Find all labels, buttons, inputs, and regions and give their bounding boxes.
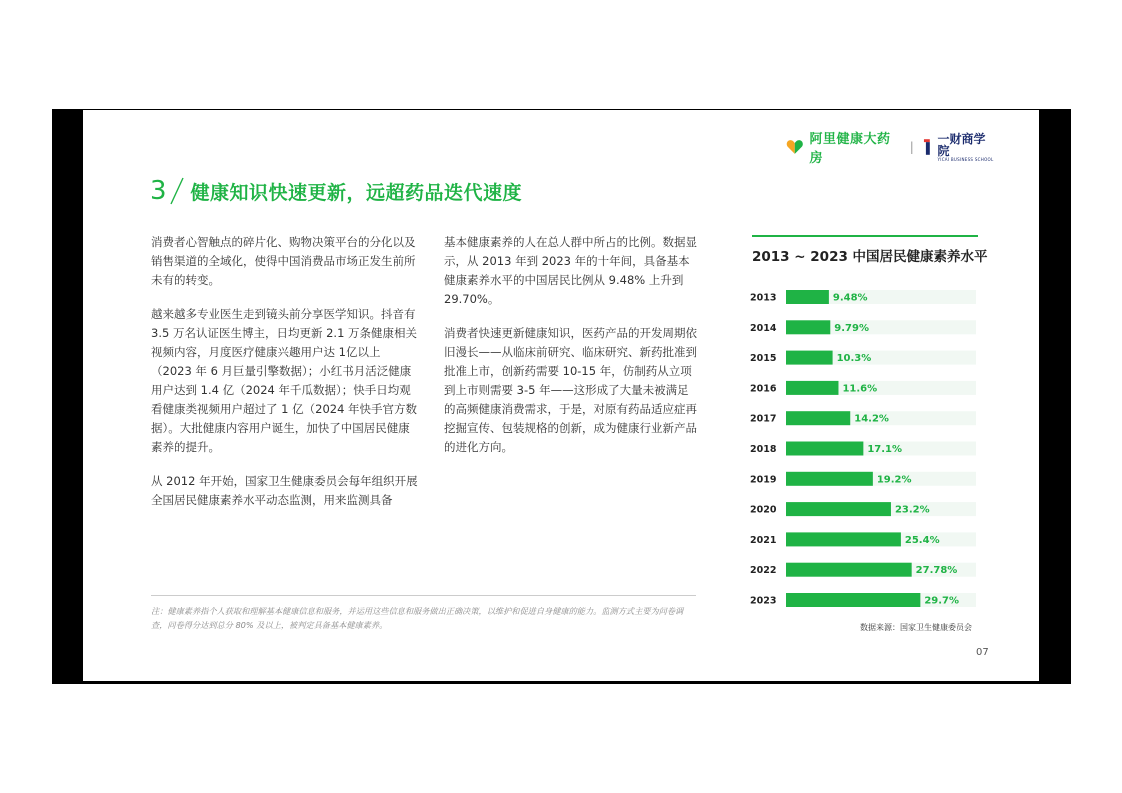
footnote: 注：健康素养指个人获取和理解基本健康信息和服务，并运用这些信息和服务做出正确决策，以维护和促进自身健康的能力。监测方式主要为问卷调查，问卷得分达到总分 80% 及以上，被判定具备基本健康素养。	[151, 606, 684, 630]
value-label: 23.2%	[894, 504, 930, 516]
body-column-2	[444, 233, 700, 472]
category-label: 2018	[750, 444, 777, 455]
section-heading	[150, 176, 522, 206]
logo-separator: |	[909, 140, 914, 154]
section-title: 健康知识快速更新，远超药品迭代速度	[190, 181, 523, 204]
paragraph: 越来越多专业医生走到镜头前分享医学知识。抖音有 3.5 万名认证医生博主，日均更新 2.1 万条健康相关视频内容，月度医疗健康兴趣用户达 1亿以上（2023 年 6 月巨量引擎数据）；小红书月活泛健康用户达到 1.4 亿（2024 年千瓜数据）；快手日均观看健康类视频用户超过了 1 亿（2024 年快手官方数据）。大批健康内容用户诞生，加快了中国居民健康素养的提升。	[151, 307, 418, 454]
value-label: 29.7%	[924, 595, 960, 607]
bar-2017	[786, 411, 850, 425]
bar-2014	[786, 320, 830, 334]
paragraph: 从 2012 年开始，国家卫生健康委员会每年组织开展全国居民健康素养水平动态监测，用来监测具备	[151, 474, 418, 507]
brand-yicai-en: YICAI BUSINESS SCHOOL	[937, 156, 994, 162]
value-label: 10.3%	[836, 353, 872, 365]
category-label: 2022	[750, 565, 777, 577]
note-divider	[151, 595, 696, 596]
category-label: 2016	[750, 383, 777, 395]
category-label: 2021	[750, 534, 777, 546]
data-source: 数据来源：国家卫生健康委员会	[860, 623, 972, 632]
yicai-mark-icon	[922, 138, 932, 156]
brand-yicai	[937, 133, 996, 162]
value-label: 25.4%	[904, 534, 940, 546]
bar-2016	[786, 381, 838, 395]
bar-2021	[786, 532, 901, 546]
health-literacy-bar-chart	[748, 284, 980, 614]
category-label: 2013	[750, 292, 777, 304]
bar-2013	[786, 290, 829, 304]
paragraph: 消费者心智触点的碎片化、购物决策平台的分化以及销售渠道的全域化，使得中国消费品市场正发生前所未有的转变。	[151, 235, 416, 287]
category-label: 2014	[750, 322, 777, 334]
category-label: 2020	[750, 504, 777, 516]
page-number: 07	[976, 647, 989, 658]
category-label: 2019	[750, 474, 777, 486]
brand-yicai-name: 一财商学院	[937, 131, 986, 158]
value-label: 9.79%	[834, 322, 869, 334]
slash-divider-icon	[169, 176, 185, 206]
category-label: 2023	[750, 595, 777, 607]
value-label: 9.48%	[832, 292, 868, 304]
category-label: 2015	[750, 353, 777, 365]
value-label: 11.6%	[842, 383, 878, 395]
heart-logo-icon	[786, 139, 804, 155]
brand-ali-health: 阿里健康大药房	[809, 132, 891, 166]
paragraph: 消费者快速更新健康知识，医药产品的开发周期依旧漫长——从临床前研究、临床研究、新药批准到批准上市，创新药需要 10-15 年，仿制药从立项到上市则需要 3-5 年——这形成了大量未被满足的高频健康消费需求，于是，对原有药品适应症再挖掘宣传、包装规格的创新，成为健康行业新产品的进化方向。	[444, 326, 697, 454]
section-number: 3	[150, 176, 167, 206]
brand-logos	[786, 131, 996, 166]
chart-top-rule	[752, 235, 978, 237]
bar-2019	[786, 472, 873, 486]
bar-2018	[786, 442, 863, 456]
bar-2015	[786, 351, 833, 365]
bar-2020	[786, 502, 891, 516]
value-label: 27.78%	[915, 565, 958, 577]
body-column-1	[151, 233, 419, 525]
value-label: 19.2%	[876, 474, 912, 486]
chart-title: 2013 ~ 2023 中国居民健康素养水平	[752, 249, 988, 265]
bar-2023	[786, 593, 920, 607]
paragraph: 基本健康素养的人在总人群中所占的比例。数据显示，从 2013 年到 2023 年的十年间，具备基本健康素养水平的中国居民比例从 9.48% 上升到 29.70%。	[444, 235, 697, 306]
category-label: 2017	[750, 413, 777, 425]
value-label: 14.2%	[854, 413, 889, 425]
value-label: 17.1%	[867, 444, 903, 455]
bar-2022	[786, 563, 912, 577]
